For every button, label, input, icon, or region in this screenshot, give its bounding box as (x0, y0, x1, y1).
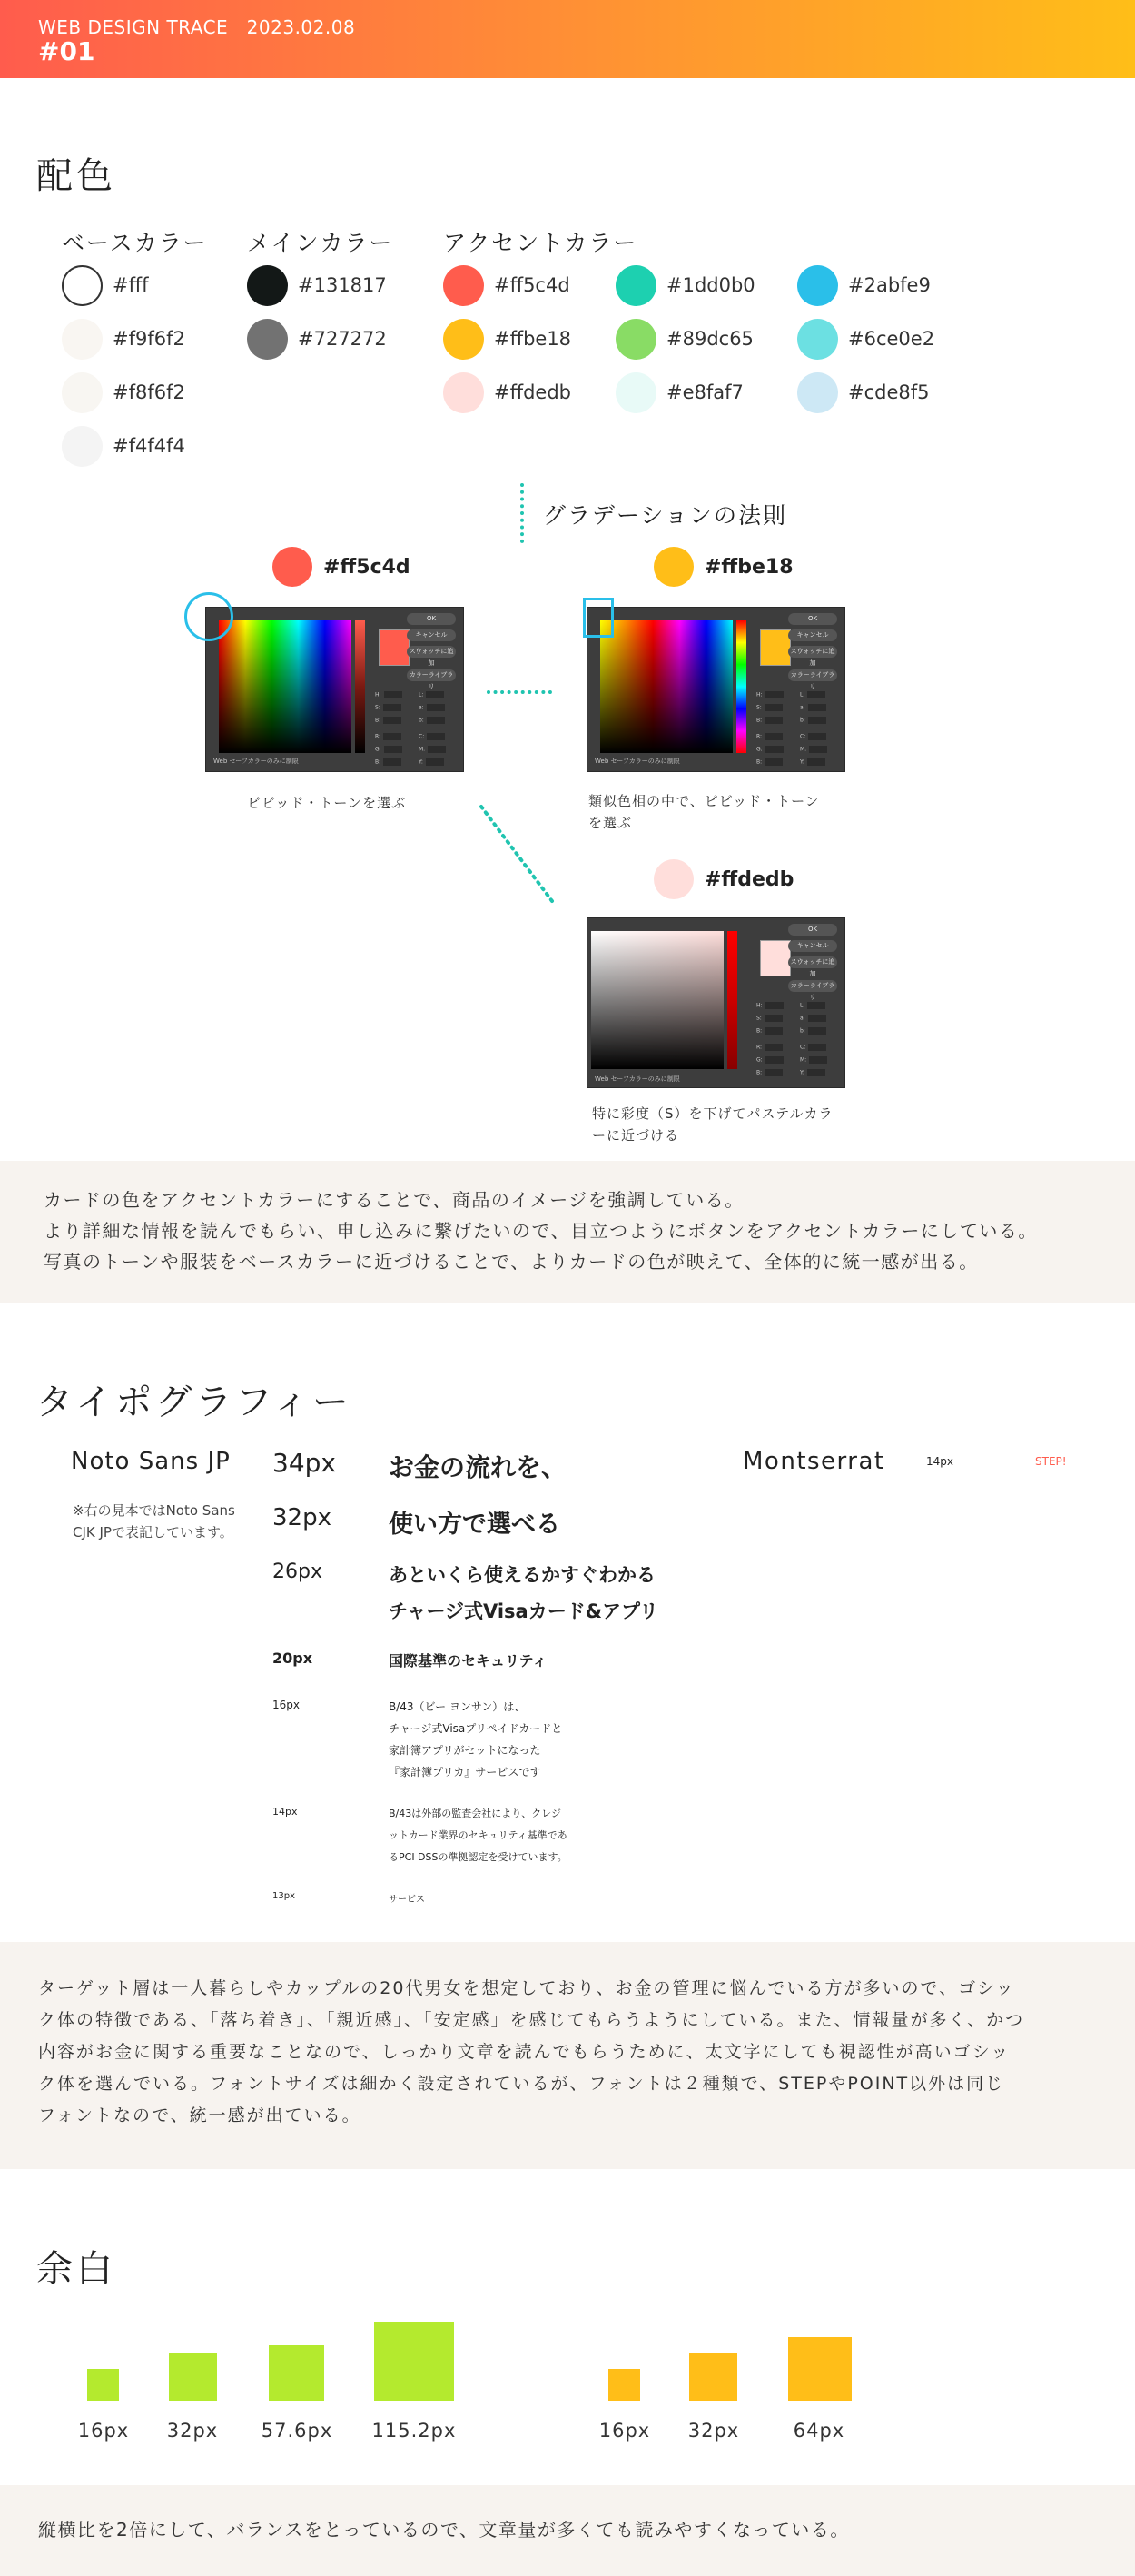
color-field (591, 931, 724, 1069)
picker-caption: 特に彩度（S）を下げてパステルカラ (592, 1105, 834, 1122)
color-swatch (797, 319, 838, 360)
type-sample: B/43は外部の監査会社により、クレジ (389, 1808, 561, 1819)
websafe-label: Web セーフカラーのみに制限 (595, 1075, 680, 1083)
color-swatch (443, 265, 484, 306)
connector-dots (487, 690, 552, 694)
spacing-label: 64px (793, 2420, 845, 2442)
hue-slider (727, 931, 737, 1069)
hue-slider (355, 620, 365, 753)
note-line: ク体を選んでいる。フォントサイズは細かく設定されているが、フォントは２種類で、STEPやPOINT以外は同じ (38, 2074, 1005, 2094)
color-swatch (797, 372, 838, 413)
color-field (600, 620, 733, 753)
color-label: #f9f6f2 (113, 328, 185, 350)
rgb-row: R: (756, 733, 793, 741)
note-line: 内容がお金に関する重要なことなので、しっかり文章を読んでもらうために、太文字にしても視認性が高いゴシッ (38, 2042, 1011, 2062)
color-swatch (62, 319, 103, 360)
color-field (219, 620, 351, 753)
spacing-square (689, 2353, 737, 2401)
header-number: #01 (38, 36, 95, 66)
ok-button: OK (788, 613, 837, 625)
color-swatch (616, 319, 656, 360)
picker-caption: 類似色相の中で、ビビッド・トーン (588, 793, 820, 809)
color-swatch (62, 265, 103, 306)
ok-button: OK (407, 613, 456, 625)
add-swatch-button: スウォッチに追加 (788, 956, 837, 968)
connector-dots (476, 801, 558, 907)
hsb-row: B: (375, 717, 411, 725)
library-button: カラーライブラリ (788, 669, 837, 681)
accent-color-title: アクセントカラー (443, 230, 638, 256)
color-label: #f8f6f2 (113, 381, 185, 403)
rgb-row: G: (756, 1056, 793, 1065)
spacing-notes-box (0, 2485, 1135, 2576)
picker-caption: ーに近づける (592, 1127, 680, 1144)
lab-row: L: (419, 691, 455, 699)
lab-row: b: (419, 717, 455, 725)
hue-slider (736, 620, 746, 753)
type-sample: るPCI DSSの準拠認定を受けています。 (389, 1851, 568, 1863)
type-sample: お金の流れを、 (389, 1452, 568, 1482)
color-swatch (247, 265, 288, 306)
connector-dots (520, 483, 524, 543)
color-swatch (272, 547, 312, 587)
color-label: #1dd0b0 (666, 274, 755, 296)
cancel-button: キャンセル (788, 940, 837, 952)
type-sample: 国際基準のセキュリティ (389, 1652, 548, 1669)
rgb-row: R: (375, 733, 411, 741)
hsb-row: B: (756, 1027, 793, 1035)
type-sample: B/43（ビー ヨンサン）は、 (389, 1700, 526, 1713)
cancel-button: キャンセル (407, 629, 456, 641)
color-swatch (654, 859, 694, 899)
color-swatch (443, 372, 484, 413)
color-picker-dialog (587, 917, 845, 1088)
color-label: #e8faf7 (666, 381, 744, 403)
color-label: #6ce0e2 (848, 328, 935, 350)
add-swatch-button: スウォッチに追加 (788, 646, 837, 658)
websafe-label: Web セーフカラーのみに制限 (595, 758, 680, 765)
note-line: フォントなので、統一感が出ている。 (38, 2105, 361, 2125)
spacing-label: 57.6px (261, 2420, 333, 2442)
section-title-typography: タイポグラフィー (36, 1382, 352, 1423)
font-name: Montserrat (743, 1448, 885, 1475)
rgb-row: G: (375, 746, 411, 754)
type-sample: 『家計簿プリカ』サービスです (389, 1766, 541, 1778)
spacing-square (374, 2322, 454, 2401)
color-swatch (247, 319, 288, 360)
header-bar (0, 0, 1135, 78)
size-label: 32px (272, 1504, 331, 1531)
gradation-title: グラデーションの法則 (543, 502, 788, 529)
highlight-circle (184, 592, 233, 641)
type-sample: チャージ式Visaカード&アプリ (389, 1600, 659, 1622)
section-title-spacing: 余白 (36, 2248, 116, 2290)
type-sample: ットカード業界のセキュリティ基準であ (389, 1829, 568, 1841)
cmyk-row: C: (419, 733, 455, 741)
picker-label: #ff5c4d (323, 556, 410, 579)
color-label: #ffbe18 (494, 328, 572, 350)
color-label: #ff5c4d (494, 274, 570, 296)
color-label: #cde8f5 (848, 381, 930, 403)
type-sample: STEP! (1035, 1455, 1067, 1468)
rgb-row: G: (756, 746, 793, 754)
hsb-row: H: (756, 691, 793, 699)
font-note: ※右の見本ではNoto Sans (73, 1502, 235, 1519)
note-line: より詳細な情報を読んでもらい、申し込みに繋げたいので、目立つようにボタンをアクセントカラーにしている。 (44, 1220, 1038, 1242)
hsb-row: S: (756, 704, 793, 712)
cmyk-row: Y: (800, 1069, 836, 1077)
highlight-box (583, 598, 614, 638)
color-swatch (654, 547, 694, 587)
hsb-row: S: (756, 1015, 793, 1023)
spacing-label: 32px (687, 2420, 740, 2442)
lab-row: a: (419, 704, 455, 712)
hsb-row: B: (756, 717, 793, 725)
type-sample: チャージ式Visaプリペイドカードと (389, 1722, 563, 1735)
color-swatch (443, 319, 484, 360)
cmyk-row: M: (800, 1056, 836, 1065)
font-name: Noto Sans JP (71, 1448, 231, 1475)
lab-row: b: (800, 717, 836, 725)
library-button: カラーライブラリ (788, 980, 837, 992)
color-swatch (616, 265, 656, 306)
size-label: 13px (272, 1891, 295, 1901)
color-label: #89dc65 (666, 328, 754, 350)
section-title-color: 配色 (36, 155, 116, 197)
picker-caption: ビビッド・トーンを選ぶ (247, 795, 407, 811)
cmyk-row: C: (800, 733, 836, 741)
cmyk-row: M: (419, 746, 455, 754)
rgb-row: R: (756, 1044, 793, 1052)
spacing-label: 32px (166, 2420, 219, 2442)
note-line: ターゲット層は一人暮らしやカップルの20代男女を想定しており、お金の管理に悩んでいる方が多いので、ゴシッ (38, 1978, 1015, 1998)
spacing-square (788, 2337, 852, 2401)
color-swatch (797, 265, 838, 306)
color-picker-dialog (587, 607, 845, 772)
main-color-title: メインカラー (247, 230, 394, 256)
add-swatch-button: スウォッチに追加 (407, 646, 456, 658)
websafe-label: Web セーフカラーのみに制限 (213, 758, 299, 765)
type-sample: 使い方で選べる (389, 1511, 560, 1539)
rgb-row: B: (375, 758, 411, 767)
hsb-row: H: (756, 1002, 793, 1010)
lab-row: a: (800, 1015, 836, 1023)
spacing-square (169, 2353, 217, 2401)
hsb-row: H: (375, 691, 411, 699)
color-notes-box (0, 1161, 1135, 1303)
note-line: ク体の特徴である、「落ち着き」、「親近感」、「安定感」を感じてもらうようにしている。また、情報量が多く、かつ (38, 2010, 1025, 2030)
base-color-title: ベースカラー (62, 230, 208, 256)
note-line: 写真のトーンや服装をベースカラーに近づけることで、よりカードの色が映えて、全体的に統一感が出る。 (44, 1251, 979, 1273)
type-sample: 家計簿アプリがセットになった (389, 1744, 541, 1757)
color-label: #2abfe9 (848, 274, 931, 296)
cmyk-row: Y: (419, 758, 455, 767)
rgb-row: B: (756, 758, 793, 767)
cmyk-row: Y: (800, 758, 836, 767)
ok-button: OK (788, 924, 837, 936)
color-preview (760, 940, 791, 976)
lab-row: a: (800, 704, 836, 712)
header-subtitle: WEB DESIGN TRACE 2023.02.08 (38, 16, 356, 38)
spacing-label: 16px (598, 2420, 651, 2442)
lab-row: b: (800, 1027, 836, 1035)
color-label: #f4f4f4 (113, 435, 185, 457)
color-swatch (616, 372, 656, 413)
color-swatch (62, 426, 103, 467)
size-label: 34px (272, 1448, 336, 1478)
size-label: 20px (272, 1650, 313, 1667)
size-label: 14px (272, 1806, 298, 1818)
color-preview (760, 629, 791, 666)
color-label: #fff (113, 274, 149, 296)
spacing-square (87, 2369, 119, 2401)
typography-notes-box (0, 1942, 1135, 2169)
size-label: 14px (926, 1455, 953, 1468)
spacing-label: 16px (77, 2420, 130, 2442)
color-label: #131817 (298, 274, 387, 296)
color-label: #ffdedb (494, 381, 571, 403)
cmyk-row: C: (800, 1044, 836, 1052)
type-sample: あといくら使えるかすぐわかる (389, 1564, 656, 1586)
lab-row: L: (800, 1002, 836, 1010)
picker-caption: を選ぶ (588, 815, 633, 831)
picker-label: #ffdedb (705, 868, 794, 891)
size-label: 26px (272, 1560, 322, 1583)
library-button: カラーライブラリ (407, 669, 456, 681)
cancel-button: キャンセル (788, 629, 837, 641)
color-label: #727272 (298, 328, 387, 350)
note-line: 縦横比を2倍にして、バランスをとっているので、文章量が多くても読みやすくなっている。 (38, 2519, 850, 2541)
font-note: CJK JPで表記しています。 (73, 1524, 233, 1541)
spacing-square (269, 2345, 324, 2401)
hsb-row: S: (375, 704, 411, 712)
rgb-row: B: (756, 1069, 793, 1077)
spacing-square (608, 2369, 640, 2401)
color-picker-dialog (205, 607, 464, 772)
picker-label: #ffbe18 (705, 556, 794, 579)
color-swatch (62, 372, 103, 413)
lab-row: L: (800, 691, 836, 699)
size-label: 16px (272, 1699, 300, 1711)
color-preview (379, 629, 410, 666)
type-sample: サービス (389, 1895, 425, 1905)
note-line: カードの色をアクセントカラーにすることで、商品のイメージを強調している。 (44, 1189, 745, 1211)
spacing-label: 115.2px (371, 2420, 457, 2442)
cmyk-row: M: (800, 746, 836, 754)
